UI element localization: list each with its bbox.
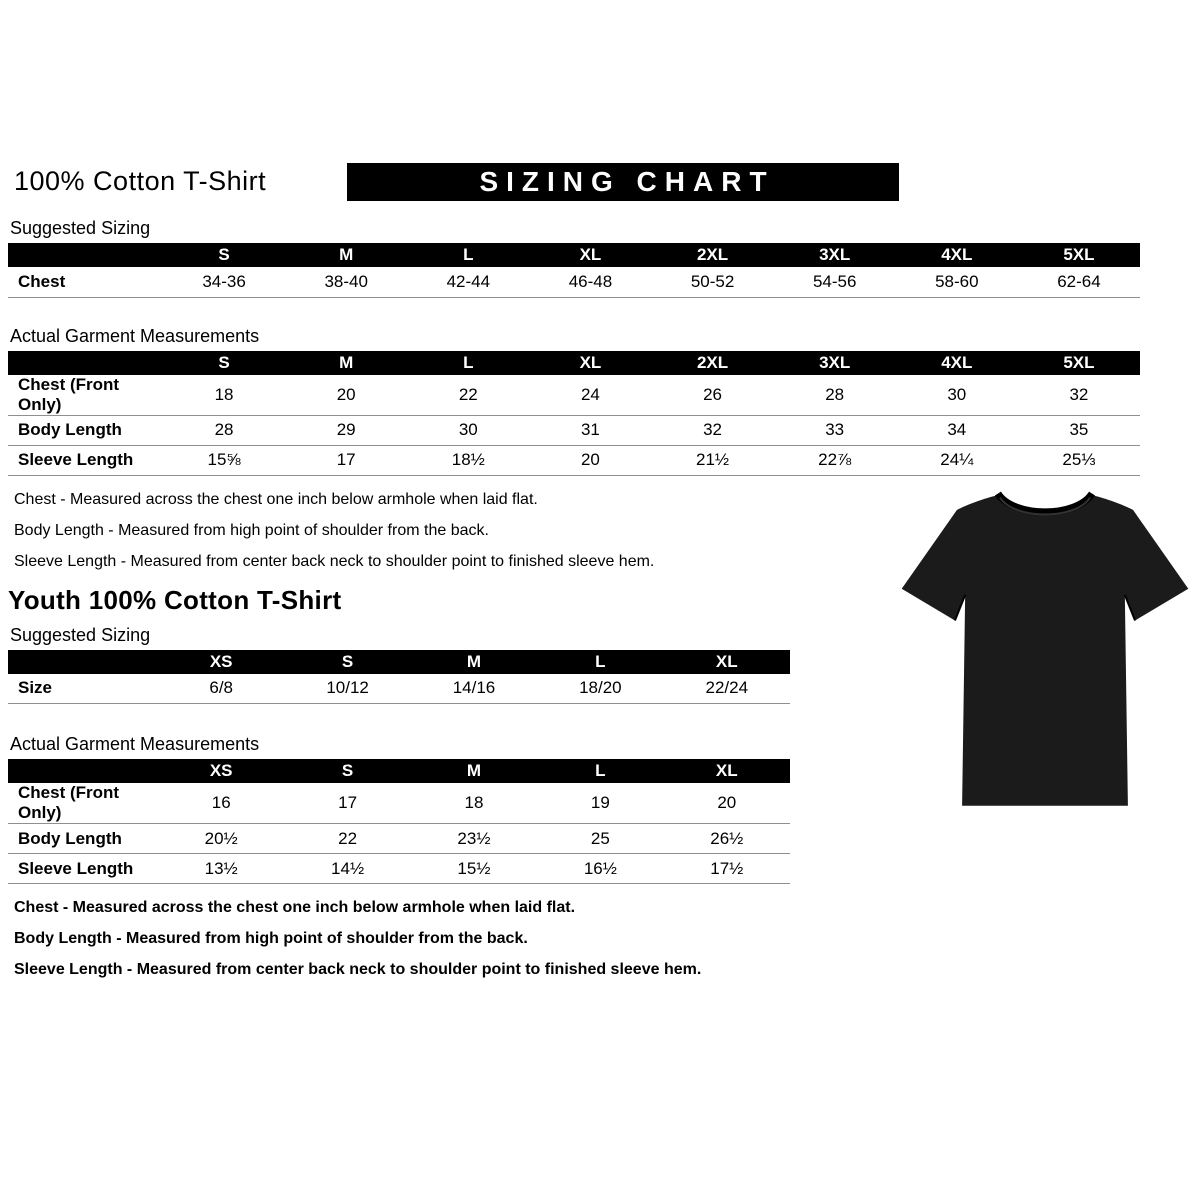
table-cell: 58-60 (896, 267, 1018, 297)
table-cell: 24 (529, 375, 651, 416)
youth-shirt-title: Youth 100% Cotton T-Shirt (8, 584, 342, 615)
note-sleeve-length: Sleeve Length - Measured from center back neck to shoulder point to finished sleeve hem. (14, 552, 655, 570)
size-column-header: 2XL (652, 351, 774, 375)
table-cell: 28 (163, 415, 285, 445)
size-column-header: L (407, 351, 529, 375)
size-column-header: 2XL (652, 243, 774, 267)
size-column-header: S (284, 759, 410, 783)
table-cell: 19 (537, 783, 663, 824)
table-header-row (8, 759, 790, 783)
size-column-header: XS (158, 650, 284, 674)
table-cell: 10/12 (284, 674, 410, 704)
table-cell: 20 (285, 375, 407, 416)
header-spacer-cell (8, 759, 158, 783)
size-column-header: M (285, 351, 407, 375)
table-cell: 35 (1018, 415, 1140, 445)
table-cell: 22/24 (664, 674, 790, 704)
size-column-header: 5XL (1018, 243, 1140, 267)
size-column-header: L (537, 650, 663, 674)
youth-suggested-sizing-table (8, 650, 790, 705)
row-label: Sleeve Length (8, 445, 163, 475)
table-cell: 25⅓ (1018, 445, 1140, 475)
table-cell: 18½ (407, 445, 529, 475)
table-cell: 15⅝ (163, 445, 285, 475)
table-cell: 17 (284, 783, 410, 824)
table-cell: 13½ (158, 854, 284, 884)
size-column-header: 4XL (896, 243, 1018, 267)
table-row (8, 267, 1140, 297)
table-cell: 25 (537, 824, 663, 854)
table-cell: 20 (529, 445, 651, 475)
table-cell: 22⅞ (774, 445, 896, 475)
table-cell: 18 (163, 375, 285, 416)
size-column-header: L (407, 243, 529, 267)
table-cell: 46-48 (529, 267, 651, 297)
table-row (8, 415, 1140, 445)
header-spacer-cell (8, 351, 163, 375)
tshirt-body-shape (902, 495, 1189, 806)
table-cell: 18/20 (537, 674, 663, 704)
size-column-header: XL (664, 650, 790, 674)
row-label: Size (8, 674, 158, 704)
size-column-header: XL (529, 351, 651, 375)
header-spacer-cell (8, 243, 163, 267)
table-cell: 14/16 (411, 674, 537, 704)
table-cell: 20 (664, 783, 790, 824)
table-cell: 30 (896, 375, 1018, 416)
table-row (8, 824, 790, 854)
row-label: Chest (Front Only) (8, 783, 158, 824)
table-row (8, 375, 1140, 416)
row-label: Body Length (8, 415, 163, 445)
table-cell: 34 (896, 415, 1018, 445)
table-cell: 16½ (537, 854, 663, 884)
table-header-row (8, 243, 1140, 267)
youth-actual-measurements-table (8, 759, 790, 884)
table-cell: 15½ (411, 854, 537, 884)
tshirt-collar-shape (998, 494, 1092, 512)
tshirt-image (895, 470, 1195, 818)
header-row (8, 163, 1142, 209)
youth-suggested-sizing-label: Suggested Sizing (10, 624, 151, 645)
sizing-chart-banner: SIZING CHART (347, 163, 899, 201)
table-cell: 14½ (284, 854, 410, 884)
youth-actual-measurements-label: Actual Garment Measurements (10, 734, 260, 754)
adult-actual-measurements-table (8, 351, 1140, 476)
table-header-row (8, 351, 1140, 375)
size-column-header: M (285, 243, 407, 267)
size-column-header: 4XL (896, 351, 1018, 375)
youth-measurement-notes (14, 899, 1142, 979)
size-column-header: S (163, 351, 285, 375)
row-label: Body Length (8, 824, 158, 854)
table-cell: 38-40 (285, 267, 407, 297)
size-column-header: 3XL (774, 351, 896, 375)
table-cell: 22 (284, 824, 410, 854)
table-cell: 16 (158, 783, 284, 824)
table-cell: 31 (529, 415, 651, 445)
size-column-header: XL (529, 243, 651, 267)
table-cell: 26½ (664, 824, 790, 854)
adult-actual-measurements-label: Actual Garment Measurements (10, 325, 260, 346)
table-header-row (8, 650, 790, 674)
size-column-header: 5XL (1018, 351, 1140, 375)
size-column-header: S (163, 243, 285, 267)
row-label: Sleeve Length (8, 854, 158, 884)
table-cell: 54-56 (774, 267, 896, 297)
table-cell: 20½ (158, 824, 284, 854)
adult-suggested-sizing-table (8, 243, 1140, 298)
note-chest: Chest - Measured across the chest one inch below armhole when laid flat. (14, 490, 538, 508)
table-cell: 34-36 (163, 267, 285, 297)
adult-suggested-sizing-label: Suggested Sizing (10, 218, 151, 238)
table-cell: 17 (285, 445, 407, 475)
black-tshirt-graphic (895, 470, 1195, 818)
table-cell: 32 (1018, 375, 1140, 416)
size-column-header: 3XL (774, 243, 896, 267)
table-cell: 50-52 (652, 267, 774, 297)
header-spacer-cell (8, 650, 158, 674)
size-column-header: XL (664, 759, 790, 783)
table-row (8, 674, 790, 704)
table-cell: 24¼ (896, 445, 1018, 475)
table-cell: 32 (652, 415, 774, 445)
table-cell: 26 (652, 375, 774, 416)
table-cell: 18 (411, 783, 537, 824)
table-cell: 30 (407, 415, 529, 445)
table-cell: 23½ (411, 824, 537, 854)
table-row (8, 783, 790, 824)
table-cell: 6/8 (158, 674, 284, 704)
note-chest: Chest - Measured across the chest one inch below armhole when laid flat. (14, 899, 576, 916)
table-row (8, 854, 790, 884)
note-body-length: Body Length - Measured from high point of shoulder from the back. (14, 521, 489, 539)
note-body-length: Body Length - Measured from high point of shoulder from the back. (14, 930, 528, 947)
table-cell: 21½ (652, 445, 774, 475)
table-cell: 29 (285, 415, 407, 445)
table-cell: 28 (774, 375, 896, 416)
adult-shirt-title: 100% Cotton T-Shirt (14, 166, 267, 196)
table-cell: 33 (774, 415, 896, 445)
note-sleeve-length: Sleeve Length - Measured from center back neck to shoulder point to finished sleeve hem. (14, 961, 702, 978)
row-label: Chest (Front Only) (8, 375, 163, 416)
table-cell: 42-44 (407, 267, 529, 297)
row-label: Chest (8, 267, 163, 297)
size-column-header: M (411, 759, 537, 783)
table-cell: 17½ (664, 854, 790, 884)
size-column-header: M (411, 650, 537, 674)
size-column-header: S (284, 650, 410, 674)
size-column-header: XS (158, 759, 284, 783)
table-cell: 22 (407, 375, 529, 416)
table-cell: 62-64 (1018, 267, 1140, 297)
size-column-header: L (537, 759, 663, 783)
